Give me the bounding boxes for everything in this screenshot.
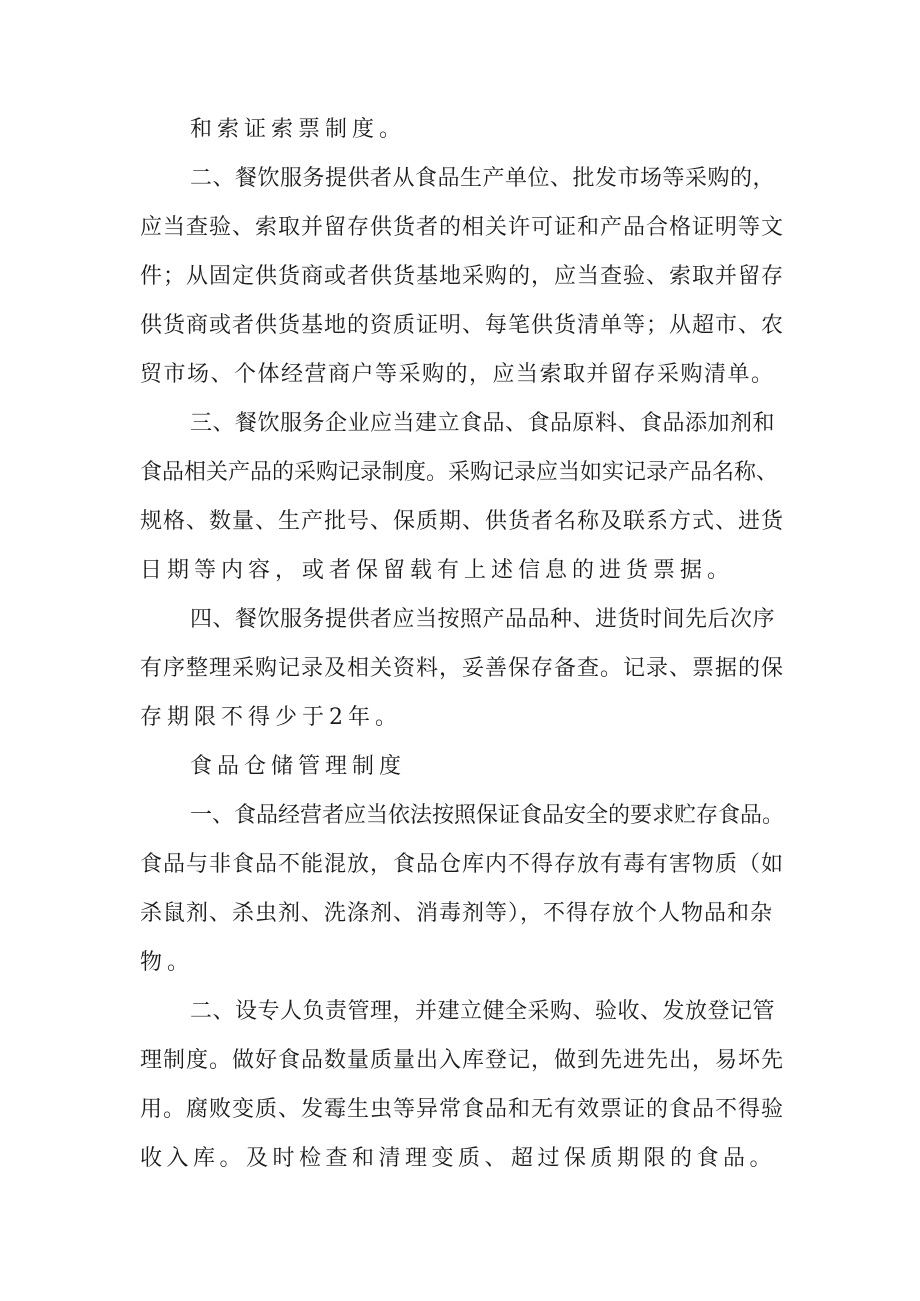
line-text: 三、餐饮服务企业应当建立食品、食品原料、食品添加剂和	[190, 411, 776, 436]
paragraph-line	[0, 847, 920, 883]
paragraph-line	[0, 259, 920, 295]
line-text: 用。腐败变质、发霉生虫等异常食品和无有效票证的食品不得验	[140, 1097, 785, 1122]
paragraph-line	[0, 602, 920, 638]
paragraph-line	[0, 504, 920, 540]
paragraph-line	[0, 112, 920, 148]
line-text: 贸市场、个体经营商户等采购的，应当索取并留存采购清单。	[140, 362, 775, 387]
section-heading	[0, 749, 920, 785]
line-text: 物。	[140, 950, 195, 975]
line-text: 件；从固定供货商或者供货基地采购的，应当查验、索取并留存	[140, 264, 785, 289]
line-text: 和索证索票制度。	[190, 117, 407, 142]
paragraph-line	[0, 994, 920, 1030]
paragraph-line	[0, 406, 920, 442]
heading-text: 食品仓储管理制度	[190, 754, 407, 779]
paragraph-line	[0, 455, 920, 491]
line-text: 食品相关产品的采购记录制度。采购记录应当如实记录产品名称、	[140, 460, 779, 485]
paragraph-line	[0, 210, 920, 246]
paragraph-line	[0, 357, 920, 393]
paragraph-line	[0, 308, 920, 344]
paragraph-line	[0, 896, 920, 932]
line-text: 二、餐饮服务提供者从食品生产单位、批发市场等采购的，	[190, 166, 776, 191]
line-text: 杀鼠剂、杀虫剂、洗涤剂、消毒剂等），不得存放个人物品和杂	[140, 901, 774, 926]
line-text: 供货商或者供货基地的资质证明、每笔供货清单等；从超市、农	[140, 313, 785, 338]
paragraph-line	[0, 1141, 920, 1177]
line-text: 应当查验、索取并留存供货者的相关许可证和产品合格证明等文	[140, 215, 785, 240]
line-text: 收入库。及时检查和清理变质、超过保质期限的食品。	[140, 1146, 777, 1171]
line-text: 存期限不得少于2年。	[140, 705, 402, 730]
paragraph-line	[0, 553, 920, 589]
paragraph-line	[0, 798, 920, 834]
paragraph-line	[0, 651, 920, 687]
line-text: 二、设专人负责管理，并建立健全采购、验收、发放登记管	[190, 999, 776, 1024]
paragraph-line	[0, 1092, 920, 1128]
line-text: 有序整理采购记录及相关资料，妥善保存备查。记录、票据的保	[140, 656, 785, 681]
line-text: 日期等内容，或者保留载有上述信息的进货票据。	[140, 558, 735, 583]
line-text: 规格、数量、生产批号、保质期、供货者名称及联系方式、进货	[140, 509, 785, 534]
paragraph-line	[0, 1043, 920, 1079]
paragraph-line	[0, 161, 920, 197]
line-text: 食品与非食品不能混放，食品仓库内不得存放有毒有害物质（如	[140, 852, 785, 877]
line-text: 理制度。做好食品数量质量出入库登记，做到先进先出，易坏先	[140, 1048, 785, 1073]
line-text: 四、餐饮服务提供者应当按照产品品种、进货时间先后次序	[190, 607, 776, 632]
paragraph-line	[0, 700, 920, 736]
line-text: 一、食品经营者应当依法按照保证食品安全的要求贮存食品。	[190, 803, 785, 828]
paragraph-line	[0, 945, 920, 981]
